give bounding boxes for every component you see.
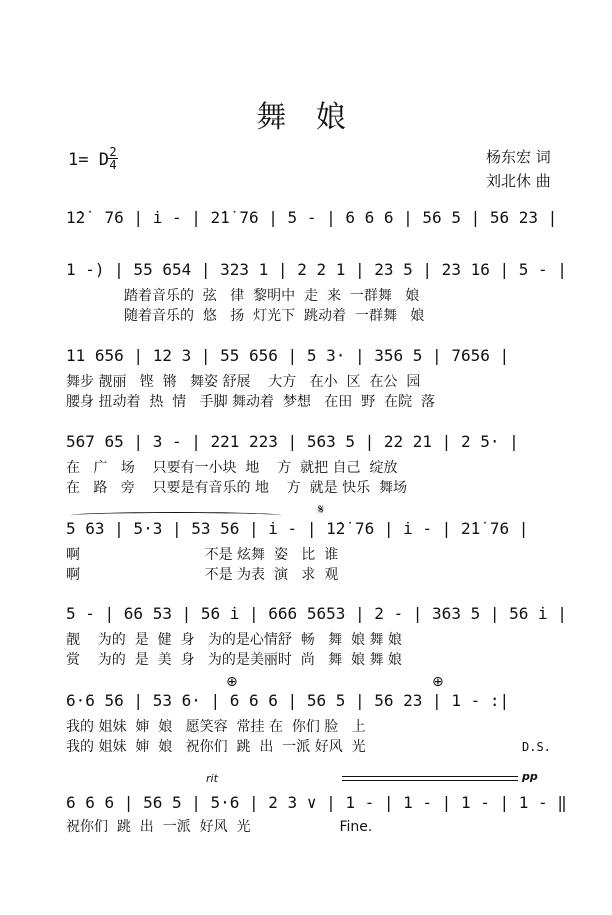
hairpin-line	[342, 780, 518, 781]
pp-mark: pp	[522, 770, 538, 783]
notation: 1̇2̇ 76 | i̇ - | 2̇1̇ 76 | 5 - | 6 6 6 | 56 5 | 56 23 |	[66, 208, 558, 227]
lyric-verse-2: 赏 为的 是 美 身 为的是美丽时 尚 舞 娘 舞 娘	[66, 652, 402, 668]
lyric-verse-1: 踏着音乐的 弦 律 黎明中 走 来 一群舞 娘	[124, 288, 420, 304]
rit-mark: rit	[206, 772, 218, 785]
ds-mark: D.S.	[522, 740, 551, 754]
lyric-verse-2: 腰身 扭动着 热 情 手脚 舞动着 梦想 在田 野 在院 落	[66, 394, 436, 410]
staff-line	[0, 770, 612, 900]
time-signature	[108, 146, 118, 171]
key-signature: 1= D	[68, 150, 109, 170]
staff-line	[0, 674, 612, 798]
lyric-verse-2: 我的 姐妹 婶 娘 祝你们 跳 出 一派 好风 光	[66, 739, 366, 755]
notation: 5 - | 66 53 | 56 i̇ | 666 5653 | 2 - | 363 5 | 56 i̇ |	[66, 604, 567, 623]
lyric-verse-2: 啊 不是 为表 演 求 观	[66, 567, 339, 583]
lyric-verse-1: 我的 姐妹 婶 娘 愿笑容 常挂 在 你们 脸 上	[66, 719, 366, 735]
notation: 6·6 56 | 53 6· | 6 6 6 | 56 5 | 56 23 | 1 - :|	[66, 691, 510, 710]
composer-credit: 刘北休 曲	[486, 172, 551, 190]
song-title: 舞 娘	[256, 100, 356, 135]
meter-top: 2	[109, 145, 117, 159]
notation: 1 -) | 55 654 | 323 1 | 2 2 1 | 23 5 | 23 16 | 5 - |	[66, 260, 567, 279]
coda-mark: ⊕	[432, 674, 444, 690]
hairpin-line	[342, 776, 518, 777]
lyric-verse-1: 啊 不是 炫舞 姿 比 谁	[66, 547, 339, 563]
notation: 6 6 6 | 56 5 | 5·6 | 2 3 ∨ | 1 - | 1 - | 1 - | 1 - ‖	[66, 793, 567, 812]
notation: 5 63 | 5·3 | 53 56 | i̇ - | 1̇2̇ 76 | i̇ - | 2̇1̇ 76 |	[66, 519, 529, 538]
segno-mark: 𝄋	[318, 502, 325, 518]
lyric-verse-1: 舞步 靓丽 铿 锵 舞姿 舒展 大方 在小 区 在公 园	[66, 374, 421, 390]
lyric-verse-1: 靓 为的 是 健 身 为的是心情舒 畅 舞 娘 舞 娘	[66, 632, 402, 648]
coda-mark: ⊕	[226, 674, 238, 690]
notation: 11 656 | 12 3 | 55 656 | 5 3· | 356 5 | 7656 |	[66, 346, 510, 365]
lyricist-credit: 杨东宏 词	[486, 148, 551, 166]
meter-bottom: 4	[109, 158, 117, 172]
lyric-verse-2: 在 路 旁 只要是有音乐的 地 方 就是 快乐 舞场	[66, 480, 408, 496]
lyric-verse-1: 祝你们 跳 出 一派 好风 光 Fine.	[66, 819, 373, 835]
lyric-verse-1: 在 广 场 只要有一小块 地 方 就把 自己 绽放	[66, 460, 398, 476]
lyric-verse-2: 随着音乐的 悠 扬 灯光下 跳动着 一群舞 娘	[124, 308, 425, 324]
notation: 567 65 | 3 - | 221 223 | 563 5 | 22 21 | 2 5· |	[66, 432, 519, 451]
